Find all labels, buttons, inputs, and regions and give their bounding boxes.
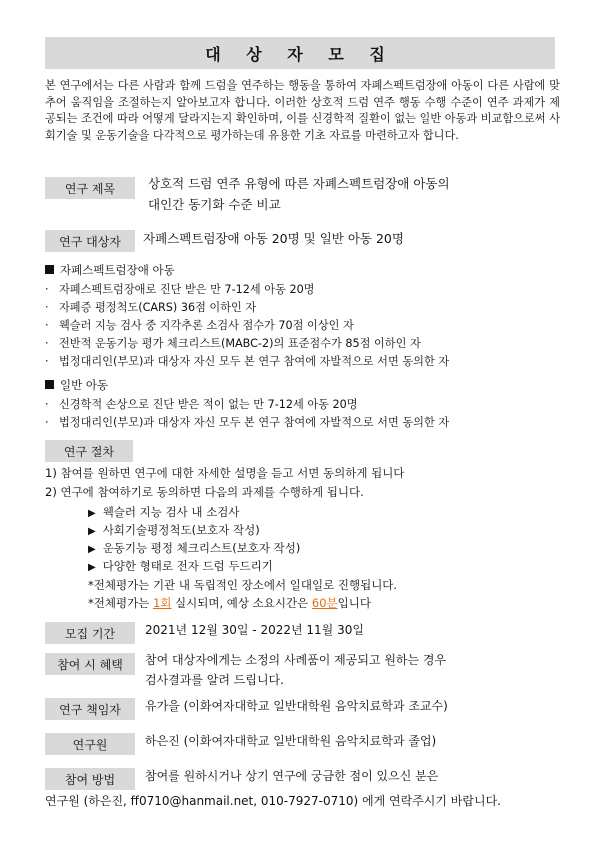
page-title: 대 상 자 모 집 <box>205 44 395 64</box>
list-item: · 신경학적 손상으로 진단 받은 적이 없는 만 7-12세 아동 20명 <box>45 398 358 411</box>
procedure-step-1: 1) 참여를 원하면 연구에 대한 자세한 설명을 듣고 서면 동의하게 됩니다 <box>45 466 405 480</box>
period-value: 2021년 12월 30일 - 2022년 11월 30일 <box>145 623 364 637</box>
typical-group-heading: 일반 아동 <box>45 377 108 393</box>
researcher-label: 연구원 <box>45 733 135 755</box>
benefits-line1: 참여 대상자에게는 소정의 사례품이 제공되고 원하는 경우 <box>145 653 447 667</box>
session-duration: 60분 <box>311 596 338 610</box>
pi-label: 연구 책임자 <box>45 698 135 720</box>
asd-group-heading: 자폐스펙트럼장애 아동 <box>45 262 175 278</box>
procedure-step-2: 2) 연구에 참여하기로 동의하면 다음의 과제를 수행하게 됩니다. <box>45 485 364 499</box>
method-label: 참여 방법 <box>45 768 135 790</box>
study-title-label: 연구 제목 <box>45 177 135 199</box>
procedure-note-1: *전체평가는 기관 내 독립적인 장소에서 일대일로 진행됩니다. <box>88 578 398 592</box>
triangle-bullet-icon: ▶ <box>88 508 96 519</box>
subjects-label: 연구 대상자 <box>45 230 135 252</box>
list-item: · 자폐스펙트럼장애로 진단 받은 만 7-12세 아동 20명 <box>45 283 315 296</box>
pi-value: 유가을 (이화여자대학교 일반대학원 음악치료학과 조교수) <box>145 699 448 713</box>
triangle-bullet-icon: ▶ <box>88 544 96 555</box>
subjects-value: 자폐스펙트럼장애 아동 20명 및 일반 아동 20명 <box>143 231 404 246</box>
list-item: · 법정대리인(부모)과 대상자 자신 모두 본 연구 참여에 자발적으로 서면 동의한 자 <box>45 355 450 368</box>
procedure-label: 연구 절차 <box>45 440 133 462</box>
method-line2: 연구원 (하은진, ff0710@hanmail.net, 010-7927-0710) 에게 연락주시기 바랍니다. <box>45 794 501 808</box>
benefits-line2: 검사결과를 알려 드립니다. <box>145 673 284 687</box>
list-item: · 전반적 운동기능 평가 체크리스트(MABC-2)의 표준점수가 85점 이하인 자 <box>45 337 421 350</box>
task-item: ▶ 웩슬러 지능 검사 내 소검사 <box>88 505 240 519</box>
method-line1: 참여를 원하시거나 상기 연구에 궁금한 점이 있으신 분은 <box>145 769 439 783</box>
task-item: ▶ 사회기술평정척도(보호자 작성) <box>88 523 260 537</box>
researcher-value: 하은진 (이화여자대학교 일반대학원 음악치료학과 졸업) <box>145 734 437 748</box>
period-label: 모집 기간 <box>45 622 135 644</box>
triangle-bullet-icon: ▶ <box>88 526 96 537</box>
study-title-line1: 상호적 드럼 연주 유형에 따른 자폐스펙트럼장애 아동의 <box>148 176 450 191</box>
task-item: ▶ 운동기능 평정 체크리스트(보호자 작성) <box>88 541 301 555</box>
session-count: 1회 <box>152 596 172 610</box>
study-title-line2: 대인간 동기화 수준 비교 <box>148 197 281 212</box>
list-item: · 웩슬러 지능 검사 중 지각추론 소검사 점수가 70점 이상인 자 <box>45 319 354 332</box>
intro-paragraph: 본 연구에서는 다른 사람과 함께 드럼을 연주하는 행동을 통하여 자폐스펙트럼장애 아동이 다른 사람에 맞추어 움직임을 조절하는지 알아보고자 합니다. 이러한 상호적 드럼 연주 행동 수행 수준이 연주 과제가 제공되는 조건에 따라 어떻게 달라지는지 확인하며, 이를 신경학적 질환이 없는 일반 아동과 비교함으로써 사회기술 및 운동기술을 다각적으로 평가하는데 유용한 기초 자료를 마련하고자 합니다. <box>45 79 560 142</box>
task-item: ▶ 다양한 형태로 전자 드럼 두드리기 <box>88 559 273 573</box>
procedure-note-2: *전체평가는 1회 실시되며, 예상 소요시간은 60분입니다 <box>88 596 371 610</box>
benefits-label: 참여 시 혜택 <box>45 653 135 675</box>
list-item: · 자폐증 평정척도(CARS) 36점 이하인 자 <box>45 301 257 314</box>
list-item: · 법정대리인(부모)과 대상자 자신 모두 본 연구 참여에 자발적으로 서면 동의한 자 <box>45 416 450 429</box>
title-banner <box>45 37 555 69</box>
square-bullet-icon <box>45 265 54 274</box>
triangle-bullet-icon: ▶ <box>88 562 96 573</box>
square-bullet-icon <box>45 380 54 389</box>
